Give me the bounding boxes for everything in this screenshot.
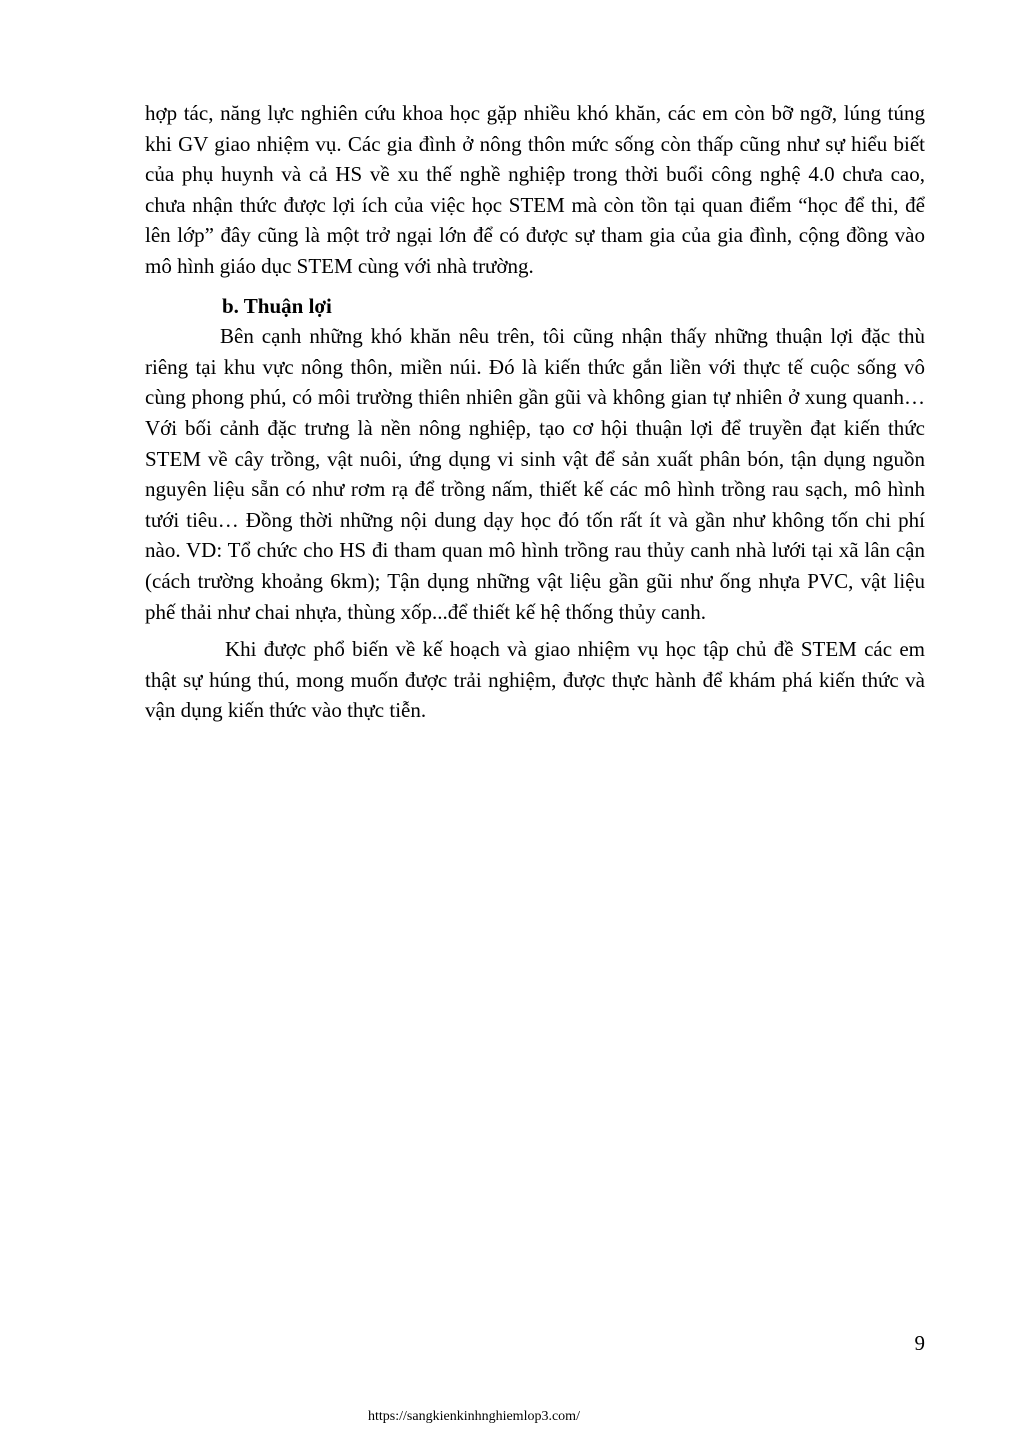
- paragraph-advantages: Bên cạnh những khó khăn nêu trên, tôi cũng nhận thấy những thuận lợi đặc thù riêng tại khu vực nông thôn, miền núi. Đó là kiến thức gắn liền với thực tế cuộc sống vô cùng phong phú, có môi trường thiên nhiên gần gũi và không gian tự nhiên ở xung quanh… Với bối cảnh đặc trưng là nền nông nghiệp, tạo cơ hội thuận lợi để truyền đạt kiến thức STEM về cây trồng, vật nuôi, ứng dụng vi sinh vật để sản xuất phân bón, tận dụng nguồn nguyên liệu sẵn có như rơm rạ để trồng nấm, thiết kế các mô hình trồng rau sạch, mô hình tưới tiêu… Đồng thời những nội dung dạy học đó tốn rất ít và gần như không tốn chi phí nào. VD: Tổ chức cho HS đi tham quan mô hình trồng rau thủy canh nhà lưới tại xã lân cận (cách trường khoảng 6km); Tận dụng những vật liệu gần gũi như ống nhựa PVC, vật liệu phế thải như chai nhựa, thùng xốp...để thiết kế hệ thống thủy canh.: [145, 324, 925, 624]
- document-body: [145, 98, 925, 726]
- footer-url: https://sangkienkinhnghiemlop3.com/: [368, 1409, 580, 1424]
- paragraph-difficulties-continued: hợp tác, năng lực nghiên cứu khoa học gặp nhiều khó khăn, các em còn bỡ ngỡ, lúng túng khi GV giao nhiệm vụ. Các gia đình ở nông thôn mức sống còn thấp cũng như sự hiểu biết của phụ huynh và cả HS về xu thế nghề nghiệp trong thời buổi công nghệ 4.0 chưa cao, chưa nhận thức được lợi ích của việc học STEM mà còn tồn tại quan điểm “học để thi, để lên lớp” đây cũng là một trở ngại lớn để có được sự tham gia của gia đình, cộng đồng vào mô hình giáo dục STEM cùng với nhà trường.: [145, 101, 925, 278]
- page-number: 9: [914, 1331, 925, 1355]
- paragraph-student-interest: Khi được phổ biến về kế hoạch và giao nhiệm vụ học tập chủ đề STEM các em thật sự húng thú, mong muốn được trải nghiệm, được thực hành để khám phá kiến thức và vận dụng kiến thức vào thực tiễn.: [145, 637, 925, 723]
- section-heading-advantages: b. Thuận lợi: [222, 293, 332, 318]
